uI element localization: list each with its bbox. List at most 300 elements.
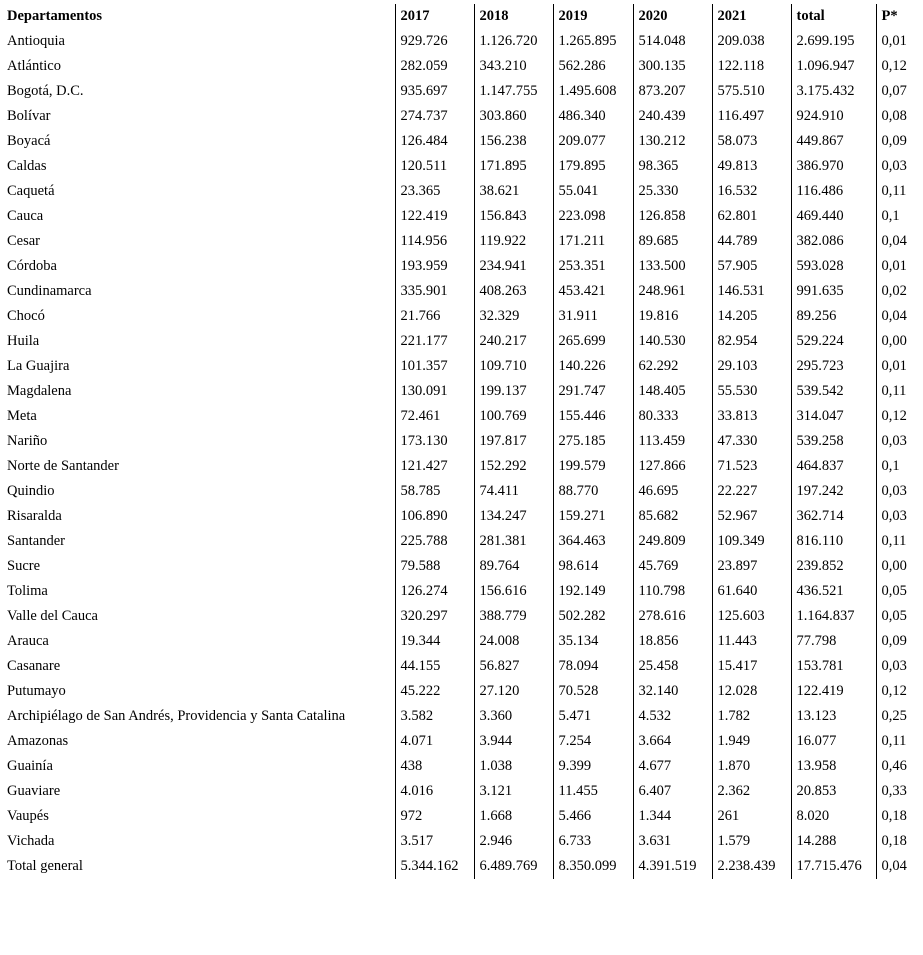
column-header: 2018 xyxy=(474,4,553,29)
value-cell: 320.297 xyxy=(395,604,474,629)
value-cell: 88.770 xyxy=(553,479,633,504)
value-cell: 0,03 xyxy=(876,479,923,504)
department-name-cell: Bogotá, D.C. xyxy=(7,83,84,99)
value-cell: 3.121 xyxy=(474,779,553,804)
value-cell: 816.110 xyxy=(791,529,876,554)
value-cell: 109.349 xyxy=(712,529,791,554)
value-cell: 364.463 xyxy=(553,529,633,554)
value-cell: 223.098 xyxy=(553,204,633,229)
value-cell: 3.517 xyxy=(395,829,474,854)
value-cell: 453.421 xyxy=(553,279,633,304)
total-row xyxy=(0,854,923,879)
value-cell: 562.286 xyxy=(553,54,633,79)
value-cell: 31.911 xyxy=(553,304,633,329)
value-cell: 1.949 xyxy=(712,729,791,754)
value-cell: 89.256 xyxy=(791,304,876,329)
column-header: 2021 xyxy=(712,4,791,29)
value-cell: 873.207 xyxy=(633,79,712,104)
table-row xyxy=(0,829,923,854)
departments-table xyxy=(0,4,923,879)
value-cell: 45.769 xyxy=(633,554,712,579)
value-cell: 130.212 xyxy=(633,129,712,154)
value-cell: 199.579 xyxy=(553,454,633,479)
department-name-cell: Atlántico xyxy=(7,58,61,74)
department-name-cell: Guaviare xyxy=(7,783,61,799)
value-cell: 3.664 xyxy=(633,729,712,754)
value-cell: 173.130 xyxy=(395,429,474,454)
department-name-cell: Boyacá xyxy=(7,133,51,149)
table-row xyxy=(0,704,923,729)
value-cell: 49.813 xyxy=(712,154,791,179)
table-row xyxy=(0,54,923,79)
value-cell: 14.288 xyxy=(791,829,876,854)
value-cell: 382.086 xyxy=(791,229,876,254)
value-cell: 7.254 xyxy=(553,729,633,754)
value-cell: 0,1 xyxy=(876,204,923,229)
value-cell: 575.510 xyxy=(712,79,791,104)
value-cell: 539.258 xyxy=(791,429,876,454)
value-cell: 20.853 xyxy=(791,779,876,804)
value-cell: 234.941 xyxy=(474,254,553,279)
value-cell: 55.530 xyxy=(712,379,791,404)
value-cell: 109.710 xyxy=(474,354,553,379)
value-cell: 0,02 xyxy=(876,279,923,304)
value-cell: 56.827 xyxy=(474,654,553,679)
value-cell: 0,00 xyxy=(876,554,923,579)
value-cell: 0,03 xyxy=(876,504,923,529)
table-row xyxy=(0,229,923,254)
value-cell: 300.135 xyxy=(633,54,712,79)
value-cell: 249.809 xyxy=(633,529,712,554)
table-row xyxy=(0,79,923,104)
value-cell: 343.210 xyxy=(474,54,553,79)
table-row xyxy=(0,479,923,504)
value-cell: 126.858 xyxy=(633,204,712,229)
value-cell: 9.399 xyxy=(553,754,633,779)
column-header: P* xyxy=(876,4,923,29)
value-cell: 24.008 xyxy=(474,629,553,654)
value-cell: 134.247 xyxy=(474,504,553,529)
value-cell: 98.365 xyxy=(633,154,712,179)
value-cell: 1.147.755 xyxy=(474,79,553,104)
value-cell: 6.489.769 xyxy=(474,854,553,879)
value-cell: 4.677 xyxy=(633,754,712,779)
value-cell: 265.699 xyxy=(553,329,633,354)
value-cell: 101.357 xyxy=(395,354,474,379)
department-name-cell: Vaupés xyxy=(7,808,49,824)
column-header: 2019 xyxy=(553,4,633,29)
value-cell: 17.715.476 xyxy=(791,854,876,879)
value-cell: 0,08 xyxy=(876,104,923,129)
value-cell: 2.699.195 xyxy=(791,29,876,54)
value-cell: 18.856 xyxy=(633,629,712,654)
value-cell: 314.047 xyxy=(791,404,876,429)
value-cell: 239.852 xyxy=(791,554,876,579)
value-cell: 240.217 xyxy=(474,329,553,354)
department-name-cell: Córdoba xyxy=(7,258,57,274)
value-cell: 11.455 xyxy=(553,779,633,804)
value-cell: 486.340 xyxy=(553,104,633,129)
value-cell: 0,03 xyxy=(876,154,923,179)
value-cell: 388.779 xyxy=(474,604,553,629)
table-row xyxy=(0,804,923,829)
value-cell: 240.439 xyxy=(633,104,712,129)
value-cell: 126.274 xyxy=(395,579,474,604)
department-name-cell: Risaralda xyxy=(7,508,62,524)
value-cell: 47.330 xyxy=(712,429,791,454)
value-cell: 253.351 xyxy=(553,254,633,279)
value-cell: 1.265.895 xyxy=(553,29,633,54)
value-cell: 15.417 xyxy=(712,654,791,679)
value-cell: 77.798 xyxy=(791,629,876,654)
value-cell: 16.077 xyxy=(791,729,876,754)
value-cell: 275.185 xyxy=(553,429,633,454)
value-cell: 19.816 xyxy=(633,304,712,329)
value-cell: 295.723 xyxy=(791,354,876,379)
department-name-cell: La Guajira xyxy=(7,358,70,374)
value-cell: 130.091 xyxy=(395,379,474,404)
value-cell: 29.103 xyxy=(712,354,791,379)
value-cell: 0,1 xyxy=(876,454,923,479)
value-cell: 1.782 xyxy=(712,704,791,729)
value-cell: 125.603 xyxy=(712,604,791,629)
value-cell: 122.419 xyxy=(395,204,474,229)
value-cell: 221.177 xyxy=(395,329,474,354)
value-cell: 225.788 xyxy=(395,529,474,554)
value-cell: 74.411 xyxy=(474,479,553,504)
table-row xyxy=(0,629,923,654)
value-cell: 116.486 xyxy=(791,179,876,204)
value-cell: 11.443 xyxy=(712,629,791,654)
value-cell: 82.954 xyxy=(712,329,791,354)
value-cell: 0,05 xyxy=(876,579,923,604)
value-cell: 122.118 xyxy=(712,54,791,79)
value-cell: 179.895 xyxy=(553,154,633,179)
value-cell: 62.801 xyxy=(712,204,791,229)
value-cell: 116.497 xyxy=(712,104,791,129)
table-row xyxy=(0,379,923,404)
value-cell: 21.766 xyxy=(395,304,474,329)
department-name-cell: Magdalena xyxy=(7,383,72,399)
value-cell: 126.484 xyxy=(395,129,474,154)
value-cell: 0,12 xyxy=(876,679,923,704)
table-row xyxy=(0,204,923,229)
value-cell: 362.714 xyxy=(791,504,876,529)
value-cell: 100.769 xyxy=(474,404,553,429)
department-name-cell: Tolima xyxy=(7,583,48,599)
value-cell: 32.329 xyxy=(474,304,553,329)
value-cell: 3.631 xyxy=(633,829,712,854)
table-row xyxy=(0,654,923,679)
value-cell: 3.175.432 xyxy=(791,79,876,104)
value-cell: 3.360 xyxy=(474,704,553,729)
value-cell: 121.427 xyxy=(395,454,474,479)
value-cell: 1.668 xyxy=(474,804,553,829)
department-name-cell: Caquetá xyxy=(7,183,55,199)
table-row xyxy=(0,754,923,779)
department-name-cell: Caldas xyxy=(7,158,47,174)
department-name-cell: Antioquia xyxy=(7,33,65,49)
value-cell: 13.958 xyxy=(791,754,876,779)
value-cell: 58.785 xyxy=(395,479,474,504)
value-cell: 106.890 xyxy=(395,504,474,529)
table-row xyxy=(0,354,923,379)
value-cell: 0,25 xyxy=(876,704,923,729)
value-cell: 156.843 xyxy=(474,204,553,229)
value-cell: 335.901 xyxy=(395,279,474,304)
table-row xyxy=(0,429,923,454)
department-name-cell: Cundinamarca xyxy=(7,283,92,299)
value-cell: 13.123 xyxy=(791,704,876,729)
value-cell: 52.967 xyxy=(712,504,791,529)
value-cell: 929.726 xyxy=(395,29,474,54)
value-cell: 0,03 xyxy=(876,654,923,679)
value-cell: 408.263 xyxy=(474,279,553,304)
value-cell: 1.126.720 xyxy=(474,29,553,54)
table-row xyxy=(0,529,923,554)
value-cell: 935.697 xyxy=(395,79,474,104)
value-cell: 4.532 xyxy=(633,704,712,729)
department-name-cell: Chocó xyxy=(7,308,45,324)
value-cell: 4.071 xyxy=(395,729,474,754)
value-cell: 127.866 xyxy=(633,454,712,479)
department-name-cell: Casanare xyxy=(7,658,61,674)
value-cell: 1.164.837 xyxy=(791,604,876,629)
value-cell: 1.096.947 xyxy=(791,54,876,79)
table-row xyxy=(0,29,923,54)
table-row xyxy=(0,579,923,604)
value-cell: 58.073 xyxy=(712,129,791,154)
value-cell: 23.365 xyxy=(395,179,474,204)
value-cell: 539.542 xyxy=(791,379,876,404)
department-name-cell: Guainía xyxy=(7,758,53,774)
value-cell: 98.614 xyxy=(553,554,633,579)
value-cell: 436.521 xyxy=(791,579,876,604)
department-name-cell: Valle del Cauca xyxy=(7,608,98,624)
department-name-cell: Quindio xyxy=(7,483,55,499)
value-cell: 46.695 xyxy=(633,479,712,504)
value-cell: 171.211 xyxy=(553,229,633,254)
value-cell: 209.077 xyxy=(553,129,633,154)
value-cell: 79.588 xyxy=(395,554,474,579)
department-name-cell: Meta xyxy=(7,408,37,424)
value-cell: 159.271 xyxy=(553,504,633,529)
value-cell: 0,33 xyxy=(876,779,923,804)
value-cell: 27.120 xyxy=(474,679,553,704)
value-cell: 274.737 xyxy=(395,104,474,129)
department-name-cell: Cesar xyxy=(7,233,41,249)
value-cell: 192.149 xyxy=(553,579,633,604)
value-cell: 120.511 xyxy=(395,154,474,179)
department-name-cell: Putumayo xyxy=(7,683,66,699)
value-cell: 114.956 xyxy=(395,229,474,254)
department-name-cell: Arauca xyxy=(7,633,49,649)
table-row xyxy=(0,279,923,304)
value-cell: 278.616 xyxy=(633,604,712,629)
value-cell: 1.579 xyxy=(712,829,791,854)
table-row xyxy=(0,554,923,579)
value-cell: 529.224 xyxy=(791,329,876,354)
value-cell: 924.910 xyxy=(791,104,876,129)
value-cell: 8.350.099 xyxy=(553,854,633,879)
value-cell: 197.242 xyxy=(791,479,876,504)
value-cell: 32.140 xyxy=(633,679,712,704)
column-header: Departamentos xyxy=(7,8,103,24)
department-name-cell: Amazonas xyxy=(7,733,69,749)
column-header: total xyxy=(791,4,876,29)
value-cell: 291.747 xyxy=(553,379,633,404)
value-cell: 282.059 xyxy=(395,54,474,79)
table-row xyxy=(0,679,923,704)
value-cell: 0,12 xyxy=(876,404,923,429)
value-cell: 0,09 xyxy=(876,129,923,154)
value-cell: 25.330 xyxy=(633,179,712,204)
value-cell: 171.895 xyxy=(474,154,553,179)
department-name-cell: Santander xyxy=(7,533,65,549)
value-cell: 110.798 xyxy=(633,579,712,604)
value-cell: 0,00 xyxy=(876,329,923,354)
value-cell: 140.530 xyxy=(633,329,712,354)
value-cell: 85.682 xyxy=(633,504,712,529)
value-cell: 152.292 xyxy=(474,454,553,479)
value-cell: 25.458 xyxy=(633,654,712,679)
value-cell: 0,11 xyxy=(876,379,923,404)
value-cell: 4.391.519 xyxy=(633,854,712,879)
value-cell: 140.226 xyxy=(553,354,633,379)
column-header: 2020 xyxy=(633,4,712,29)
value-cell: 0,04 xyxy=(876,229,923,254)
value-cell: 0,07 xyxy=(876,79,923,104)
value-cell: 153.781 xyxy=(791,654,876,679)
value-cell: 5.466 xyxy=(553,804,633,829)
value-cell: 199.137 xyxy=(474,379,553,404)
department-name-cell: Bolívar xyxy=(7,108,51,124)
value-cell: 122.419 xyxy=(791,679,876,704)
table-row xyxy=(0,504,923,529)
value-cell: 0,46 xyxy=(876,754,923,779)
value-cell: 502.282 xyxy=(553,604,633,629)
table-body xyxy=(0,29,923,879)
department-name-cell: Archipiélago de San Andrés, Providencia y Santa Catalina xyxy=(7,708,346,724)
table-row xyxy=(0,179,923,204)
table-row xyxy=(0,104,923,129)
value-cell: 55.041 xyxy=(553,179,633,204)
value-cell: 4.016 xyxy=(395,779,474,804)
table-row xyxy=(0,404,923,429)
value-cell: 0,04 xyxy=(876,304,923,329)
department-name-cell: Huila xyxy=(7,333,40,349)
value-cell: 14.205 xyxy=(712,304,791,329)
value-cell: 261 xyxy=(712,804,791,829)
page xyxy=(0,4,923,955)
column-header: 2017 xyxy=(395,4,474,29)
value-cell: 2.362 xyxy=(712,779,791,804)
value-cell: 5.344.162 xyxy=(395,854,474,879)
value-cell: 1.344 xyxy=(633,804,712,829)
value-cell: 6.733 xyxy=(553,829,633,854)
value-cell: 119.922 xyxy=(474,229,553,254)
value-cell: 80.333 xyxy=(633,404,712,429)
value-cell: 133.500 xyxy=(633,254,712,279)
table-row xyxy=(0,154,923,179)
value-cell: 148.405 xyxy=(633,379,712,404)
department-name-cell: Norte de Santander xyxy=(7,458,119,474)
value-cell: 35.134 xyxy=(553,629,633,654)
value-cell: 281.381 xyxy=(474,529,553,554)
value-cell: 146.531 xyxy=(712,279,791,304)
value-cell: 193.959 xyxy=(395,254,474,279)
value-cell: 386.970 xyxy=(791,154,876,179)
table-row xyxy=(0,604,923,629)
value-cell: 22.227 xyxy=(712,479,791,504)
value-cell: 0,09 xyxy=(876,629,923,654)
value-cell: 2.238.439 xyxy=(712,854,791,879)
department-name-cell: Total general xyxy=(7,858,83,874)
value-cell: 0,11 xyxy=(876,729,923,754)
value-cell: 12.028 xyxy=(712,679,791,704)
value-cell: 469.440 xyxy=(791,204,876,229)
department-name-cell: Vichada xyxy=(7,833,55,849)
table-row xyxy=(0,454,923,479)
value-cell: 248.961 xyxy=(633,279,712,304)
value-cell: 0,11 xyxy=(876,529,923,554)
value-cell: 33.813 xyxy=(712,404,791,429)
value-cell: 61.640 xyxy=(712,579,791,604)
value-cell: 19.344 xyxy=(395,629,474,654)
value-cell: 0,01 xyxy=(876,29,923,54)
value-cell: 38.621 xyxy=(474,179,553,204)
value-cell: 78.094 xyxy=(553,654,633,679)
value-cell: 155.446 xyxy=(553,404,633,429)
value-cell: 1.495.608 xyxy=(553,79,633,104)
value-cell: 0,05 xyxy=(876,604,923,629)
value-cell: 197.817 xyxy=(474,429,553,454)
table-row xyxy=(0,729,923,754)
value-cell: 3.944 xyxy=(474,729,553,754)
table-row xyxy=(0,304,923,329)
department-name-cell: Cauca xyxy=(7,208,44,224)
value-cell: 72.461 xyxy=(395,404,474,429)
value-cell: 156.238 xyxy=(474,129,553,154)
table-row xyxy=(0,329,923,354)
value-cell: 209.038 xyxy=(712,29,791,54)
value-cell: 89.764 xyxy=(474,554,553,579)
value-cell: 113.459 xyxy=(633,429,712,454)
value-cell: 70.528 xyxy=(553,679,633,704)
value-cell: 0,18 xyxy=(876,804,923,829)
value-cell: 71.523 xyxy=(712,454,791,479)
value-cell: 45.222 xyxy=(395,679,474,704)
value-cell: 2.946 xyxy=(474,829,553,854)
value-cell: 1.038 xyxy=(474,754,553,779)
value-cell: 1.870 xyxy=(712,754,791,779)
value-cell: 0,11 xyxy=(876,179,923,204)
value-cell: 6.407 xyxy=(633,779,712,804)
value-cell: 449.867 xyxy=(791,129,876,154)
table-row xyxy=(0,779,923,804)
value-cell: 156.616 xyxy=(474,579,553,604)
value-cell: 0,01 xyxy=(876,254,923,279)
department-name-cell: Nariño xyxy=(7,433,48,449)
value-cell: 0,12 xyxy=(876,54,923,79)
value-cell: 5.471 xyxy=(553,704,633,729)
value-cell: 464.837 xyxy=(791,454,876,479)
table-row xyxy=(0,254,923,279)
value-cell: 44.155 xyxy=(395,654,474,679)
value-cell: 23.897 xyxy=(712,554,791,579)
value-cell: 593.028 xyxy=(791,254,876,279)
value-cell: 438 xyxy=(395,754,474,779)
